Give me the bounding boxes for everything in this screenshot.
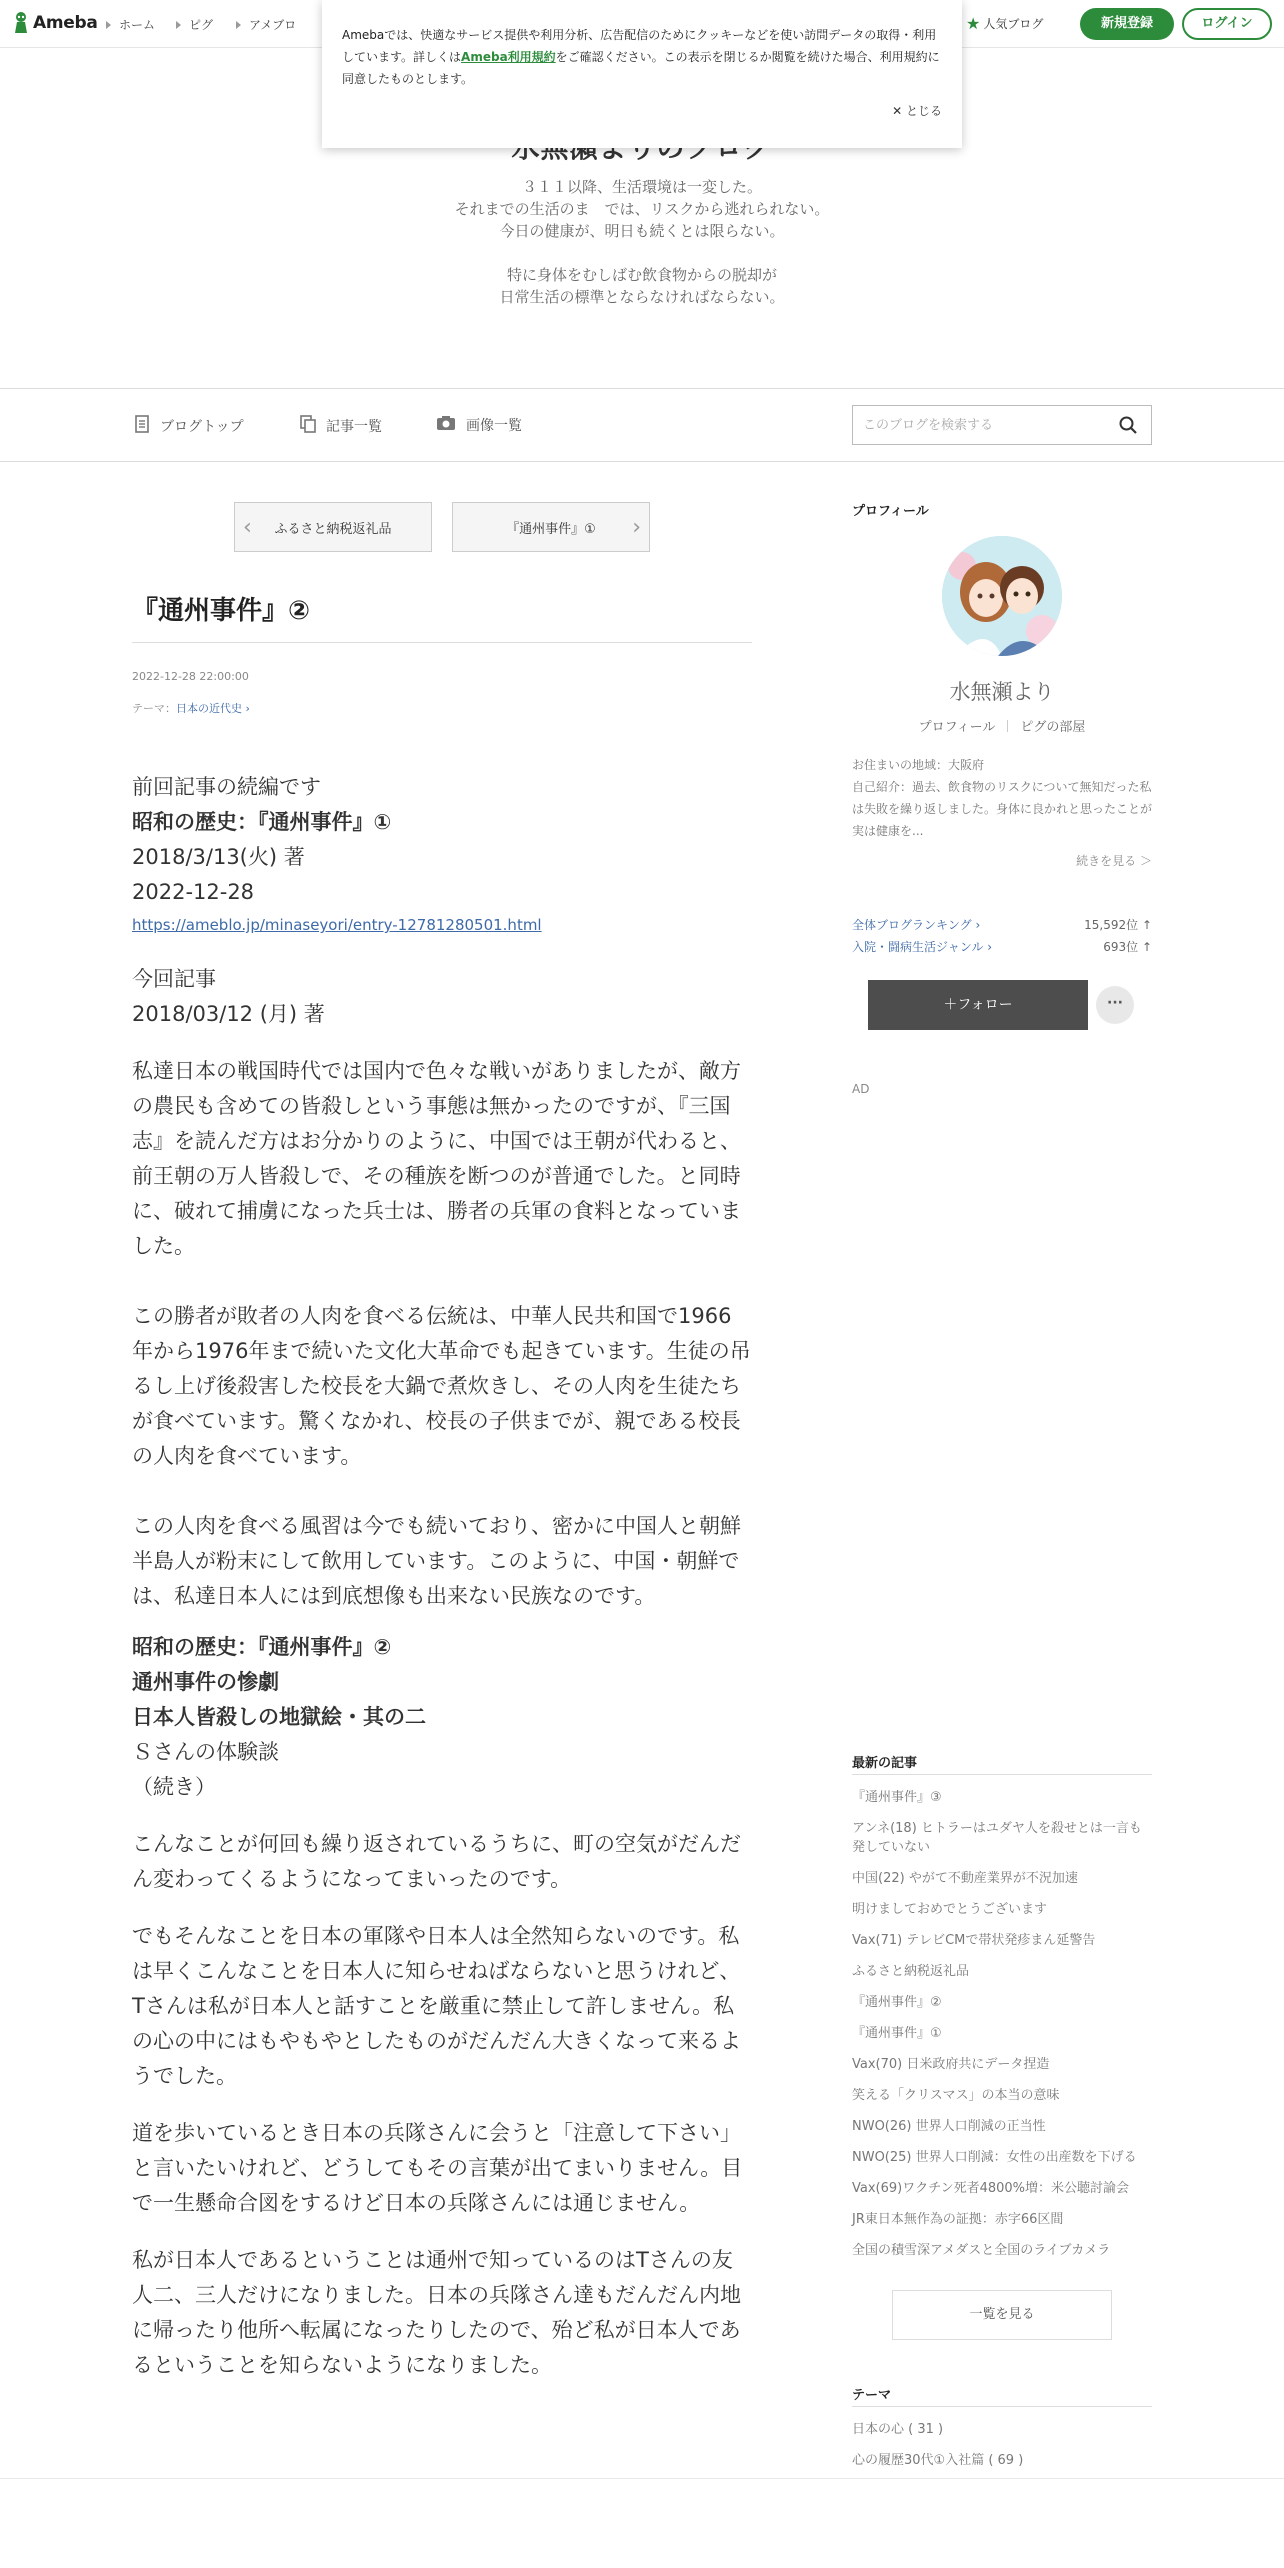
description-line bbox=[0, 242, 1284, 264]
terms-link[interactable]: Ameba利用規約 bbox=[461, 50, 556, 64]
latest-entry-link[interactable]: 全国の積雪深アメダスと全国のライブカメラ bbox=[852, 2243, 1111, 2258]
prev-entry-label: ふるさと納税返礼品 bbox=[274, 521, 392, 537]
entry-body bbox=[132, 770, 752, 2383]
latest-entries-list bbox=[852, 1782, 1152, 2266]
chevron-right-icon: › bbox=[983, 940, 993, 954]
body-text: 前回記事の続編です bbox=[132, 775, 321, 799]
latest-entry-link[interactable]: Vax(69)ワクチン死者4800%増：米公聴討論会 bbox=[852, 2181, 1130, 2196]
latest-entry-link[interactable]: ふるさと納税返礼品 bbox=[852, 1964, 970, 1979]
copy-icon bbox=[300, 415, 316, 437]
entry-list-link[interactable] bbox=[300, 415, 382, 437]
body-heading: 昭和の歴史：『通州事件』② bbox=[132, 1635, 392, 1659]
latest-entry-link[interactable]: NWO(25) 世界人口削減：女性の出産数を下げる bbox=[852, 2150, 1137, 2165]
blog-description bbox=[0, 176, 1284, 308]
chevron-left-icon: ‹ bbox=[243, 515, 252, 540]
entry-link[interactable]: https://ameblo.jp/minaseyori/entry-12781280501.html bbox=[132, 916, 542, 934]
bottom-bar bbox=[0, 2478, 1284, 2568]
topnav-label: ホーム bbox=[119, 18, 156, 32]
ad-label: AD bbox=[852, 1082, 870, 1096]
latest-entry-link[interactable]: 明けましておめでとうございます bbox=[852, 1902, 1048, 1917]
see-all-button[interactable]: 一覧を見る bbox=[892, 2290, 1112, 2340]
description-line: それまでの生活のま では、リスクから逃れられない。 bbox=[454, 200, 830, 218]
body-heading: 昭和の歴史：『通州事件』① bbox=[132, 810, 392, 834]
popular-blog-label: 人気ブログ bbox=[983, 17, 1044, 31]
body-heading: 日本人皆殺しの地獄絵・其の二 bbox=[132, 1705, 426, 1729]
chevron-right-icon: › bbox=[242, 702, 250, 715]
profile-links bbox=[852, 716, 1152, 735]
profile-heading: プロフィール bbox=[852, 504, 929, 519]
latest-entry-link[interactable]: 笑える「クリスマス」の本当の意味 bbox=[852, 2088, 1060, 2103]
latest-entry-link[interactable]: 中国(22) やがて不動産業界が不況加速 bbox=[852, 1871, 1078, 1886]
divider bbox=[852, 2406, 1152, 2407]
chevron-right-icon: › bbox=[971, 918, 981, 932]
theme-link[interactable]: 日本の心 ( 31 ) bbox=[852, 2422, 944, 2437]
divider bbox=[852, 1774, 1152, 1775]
body-paragraph: 私が日本人であるということは通州で知っているのはTさんの友人二、三人だけになりました。日本の兵隊さん達もだんだん内地に帰ったり他所へ転属になったりしたので、殆ど私が日本人であるということを知らないようになりました。 bbox=[132, 2248, 741, 2377]
topnav-label: アメブロ bbox=[249, 18, 297, 32]
ranking-genre[interactable] bbox=[852, 938, 1152, 955]
image-list-link[interactable] bbox=[436, 415, 522, 435]
chevron-right-icon: › bbox=[632, 515, 641, 540]
topnav-ameblo[interactable] bbox=[236, 16, 296, 33]
body-paragraph: 私達日本の戦国時代では国内で色々な戦いがありましたが、敵方の農民も含めての皆殺しという事態は無かったのですが、『三国志』を読んだ方はお分かりのように、中国では王朝が代わると、前王朝の万人皆殺しで、その種族を断つのが普通でした。と同時に、破れて捕虜になった兵士は、勝者の兵軍の食料となっていました。 bbox=[132, 1059, 741, 1258]
profile-link[interactable]: プロフィール bbox=[918, 720, 996, 735]
body-text: Ｓさんの体験談 bbox=[132, 1740, 279, 1764]
image-list-label: 画像一覧 bbox=[466, 418, 522, 434]
next-entry-button[interactable] bbox=[452, 502, 650, 552]
ranking-overall[interactable] bbox=[852, 916, 1152, 933]
entry-date: 2022-12-28 22:00:00 bbox=[132, 670, 249, 683]
body-text: 2018/03/12 (月) 著 bbox=[132, 1002, 325, 1026]
cookie-text: をご確認ください。この表示を閉じるか閲覧を続けた場合、利用規約に同意したものとします。 bbox=[342, 50, 940, 86]
pig-room-link[interactable]: ピグの部屋 bbox=[1020, 720, 1086, 735]
theme-link[interactable]: 心の履歴30代①入社篇 ( 69 ) bbox=[852, 2453, 1024, 2468]
topnav-label: ピグ bbox=[189, 18, 214, 32]
topnav-pigg[interactable] bbox=[176, 16, 213, 33]
cookie-message bbox=[342, 24, 942, 90]
more-options-button[interactable]: ··· bbox=[1096, 986, 1134, 1024]
register-button[interactable]: 新規登録 bbox=[1080, 8, 1174, 40]
document-icon bbox=[134, 415, 150, 437]
latest-entry-link[interactable]: NWO(26) 世界人口削減の正当性 bbox=[852, 2119, 1046, 2134]
topnav-home[interactable] bbox=[106, 16, 155, 33]
latest-entry-link[interactable]: 『通州事件』② bbox=[852, 1995, 942, 2010]
latest-entry-link[interactable]: アンネ(18) ヒトラーはユダヤ人を殺せとは一言も発していない bbox=[852, 1821, 1142, 1855]
latest-entry-link[interactable]: JR東日本無作為の証拠：赤字66区間 bbox=[852, 2212, 1064, 2227]
latest-entry-link[interactable]: 『通州事件』③ bbox=[852, 1790, 942, 1805]
theme-link[interactable]: 日本の近代史 bbox=[176, 702, 242, 715]
theme-label: テーマ： bbox=[132, 702, 176, 715]
body-text: 今回記事 bbox=[132, 967, 216, 991]
latest-entry-link[interactable]: 『通州事件』① bbox=[852, 2026, 942, 2041]
next-entry-label: 『通州事件』① bbox=[506, 521, 596, 537]
sidebar bbox=[852, 500, 1153, 1096]
triangle-icon bbox=[236, 21, 241, 29]
body-paragraph: この人肉を食べる風習は今でも続いており、密かに中国人と朝鮮半島人が粉末にして飲用しています。このように、中国・朝鮮では、私達日本人には到底想像も出来ない民族なのです。 bbox=[132, 1514, 741, 1608]
body-text: （続き） bbox=[132, 1775, 216, 1799]
cookie-text: Amebaでは、快適なサービス提供や利用分析、広告配信のためにクッキーなどを使い訪問データの取得・利用しています。詳しくは bbox=[342, 28, 937, 64]
body-paragraph: この勝者が敗者の人肉を食べる伝統は、中華人民共和国で1966年から1976年まで続いた文化大革命でも起きています。生徒の吊るし上げ後殺害した校長を大鍋で煮炊きし、その人肉を生徒たちが食べています。驚くなかれ、校長の子供までが、親である校長の人肉を食べています。 bbox=[132, 1304, 751, 1468]
entry-theme bbox=[132, 700, 250, 716]
ranking-value: 15,592位 ↑ bbox=[1084, 918, 1152, 932]
blog-search bbox=[852, 405, 1152, 445]
divider bbox=[1007, 720, 1008, 732]
star-icon: ★ bbox=[966, 14, 981, 33]
body-paragraph: 道を歩いているとき日本の兵隊さんに会うと「注意して下さい」と言いたいけれど、どうしてもその言葉が出てまいりません。目で一生懸命合図をするけど日本の兵隊さんには通じません。 bbox=[132, 2121, 743, 2215]
ameba-mascot-icon bbox=[12, 11, 30, 35]
body-paragraph: でもそんなことを日本の軍隊や日本人は全然知らないのです。私は早くこんなことを日本人に知らせねばならないと思うけれど、Tさんは私が日本人と話すことを厳重に禁止して許しません。私の心の中にはもやもやとしたものがだんだん大きくなって来るようでした。 bbox=[132, 1924, 741, 2088]
profile-name[interactable]: 水無瀬より bbox=[949, 680, 1055, 704]
body-paragraph: こんなことが何回も繰り返されているうちに、町の空気がだんだん変わってくるようになってまいったのです。 bbox=[132, 1832, 741, 1891]
latest-entry-link[interactable]: Vax(71) テレビCMで帯状発疹まん延警告 bbox=[852, 1933, 1096, 1948]
ranking-value: 693位 ↑ bbox=[1103, 940, 1152, 954]
profile-residence: お住まいの地域：大阪府 bbox=[852, 758, 985, 772]
theme-heading: テーマ bbox=[852, 2388, 892, 2403]
divider bbox=[132, 642, 752, 643]
cookie-banner bbox=[322, 0, 962, 148]
profile-more-link[interactable]: 続きを見る ＞ bbox=[1076, 854, 1152, 868]
blog-nav bbox=[0, 388, 1284, 462]
latest-entries-heading: 最新の記事 bbox=[852, 1756, 918, 1771]
blog-search-input[interactable] bbox=[853, 406, 1093, 444]
blog-top-link[interactable] bbox=[134, 415, 244, 437]
triangle-icon bbox=[176, 21, 181, 29]
body-text: 2022-12-28 bbox=[132, 880, 255, 904]
cookie-close-button[interactable] bbox=[892, 102, 942, 119]
entry-title[interactable]: 『通州事件』② bbox=[132, 596, 311, 626]
latest-entry-link[interactable]: Vax(70) 日米政府共にデータ捏造 bbox=[852, 2057, 1050, 2072]
theme-list bbox=[852, 2414, 1152, 2476]
profile-text bbox=[852, 754, 1152, 842]
close-icon: ✕ bbox=[892, 104, 906, 118]
description-line: 日常生活の標準とならなければならない。 bbox=[499, 288, 785, 306]
blog-top-label: ブログトップ bbox=[160, 419, 244, 435]
camera-icon bbox=[436, 415, 456, 435]
prev-entry-button[interactable] bbox=[234, 502, 432, 552]
description-line: 特に身体をむしばむ飲食物からの脱却が bbox=[506, 266, 777, 284]
close-label: とじる bbox=[905, 104, 942, 118]
entry-list-label: 記事一覧 bbox=[326, 419, 382, 435]
popular-blog-link[interactable] bbox=[966, 14, 1043, 33]
login-button[interactable]: ログイン bbox=[1182, 8, 1272, 40]
ameba-logo[interactable] bbox=[12, 11, 98, 35]
logo-text: Ameba bbox=[33, 13, 98, 33]
triangle-icon bbox=[106, 21, 111, 29]
avatar[interactable] bbox=[942, 536, 1062, 656]
description-line: ３１１以降、生活環境は一変した。 bbox=[521, 178, 762, 196]
description-line: 今日の健康が、明日も続くとは限らない。 bbox=[499, 222, 785, 240]
follow-button[interactable]: ＋フォロー bbox=[868, 980, 1088, 1030]
body-heading: 通州事件の惨劇 bbox=[132, 1670, 279, 1694]
body-text: 2018/3/13(火) 著 bbox=[132, 845, 305, 869]
profile-intro: 自己紹介：過去、飲食物のリスクについて無知だった私は失敗を繰り返しました。身体に良かれと思ったことが実は健康を... bbox=[852, 780, 1153, 838]
ranking-label: 入院・闘病生活ジャンル bbox=[852, 940, 984, 954]
ranking-label: 全体ブログランキング bbox=[852, 918, 972, 932]
search-icon[interactable] bbox=[1119, 416, 1137, 438]
